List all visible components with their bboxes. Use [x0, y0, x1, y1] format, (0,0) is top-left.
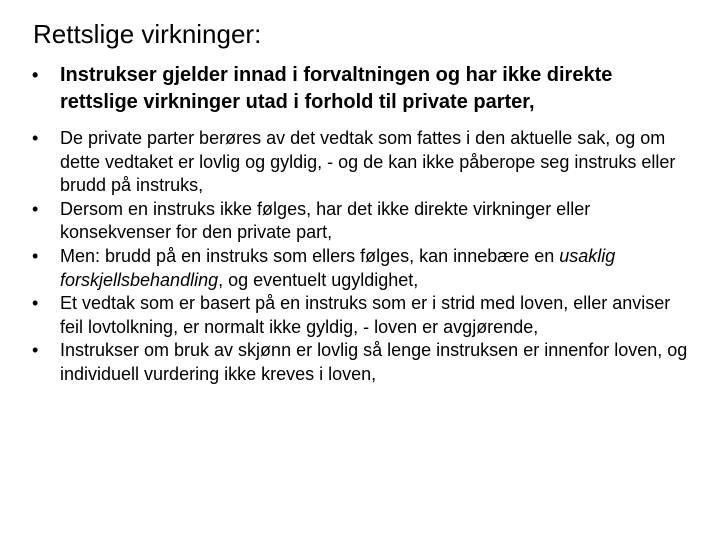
- bullet-text-3: Dersom en instruks ikke følges, har det ikke direkte virkninger eller konsekvenser for den private part,: [60, 198, 591, 243]
- bullet-text-6: Instrukser om bruk av skjønn er lovlig så lenge instruksen er innenfor loven, og individuell vurdering ikke kreves i loven,: [60, 340, 688, 384]
- bullet-item-3: [30, 198, 690, 245]
- bullet-item-6: [30, 339, 690, 386]
- bullet-item-2: [30, 127, 690, 198]
- bullet-icon: •: [32, 198, 39, 219]
- slide-title-text: Rettslige virkninger: [33, 19, 255, 49]
- bullet-icon: •: [32, 245, 39, 266]
- slide-title: [33, 16, 261, 52]
- bullet-text-5: Et vedtak som er basert på en instruks som er i strid med loven, eller anviser feil lovtolkning, er normalt ikke gyldig, - loven er avgjørende,: [60, 293, 671, 337]
- bullet-icon: •: [32, 65, 39, 85]
- bullet-text-4-italic: usaklig forskjellsbehandling: [60, 245, 616, 290]
- bullet-item-5: [30, 292, 690, 339]
- slide-title-colon: :: [254, 19, 262, 49]
- bullet-item-4: [30, 245, 690, 292]
- bullet-text-4-suffix: , og eventuelt ugyldighet,: [218, 269, 419, 290]
- bullet-text-2: De private parter berøres av det vedtak som fattes i den aktuelle sak, og om dette vedtaket er lovlig og gyldig, - og de kan ikke påberope seg instruks eller brudd på instruks,: [60, 128, 676, 196]
- bullet-icon: •: [32, 128, 39, 148]
- bullet-list: [30, 62, 690, 387]
- bullet-icon: •: [32, 340, 39, 361]
- bullet-icon: •: [32, 293, 39, 314]
- bullet-text-1: Instrukser gjelder innad i forvaltningen og har ikke direkte rettslige virkninger utad i forhold til private parter,: [60, 64, 613, 113]
- bullet-item-1: [30, 62, 690, 116]
- bullet-text-4-prefix: Men: brudd på en instruks som ellers følges, kan innebære en: [60, 245, 560, 266]
